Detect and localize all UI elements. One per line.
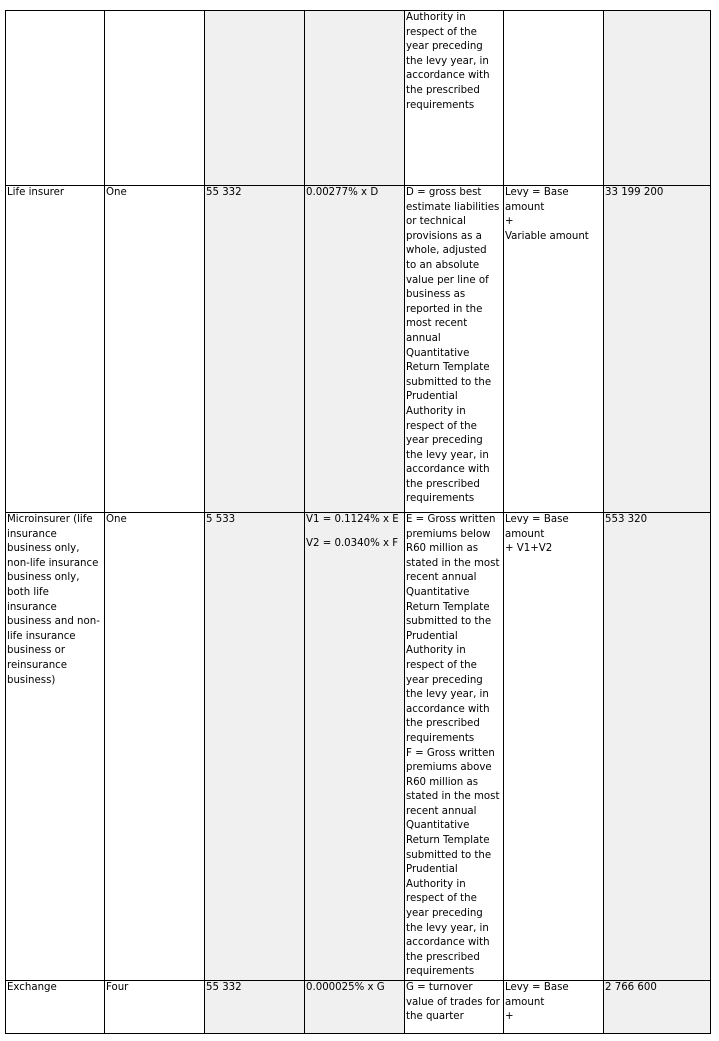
- category-line: Microinsurer (life: [7, 514, 93, 525]
- definition-line: Quantitative: [406, 586, 470, 598]
- definition-line: Authority in: [406, 12, 466, 23]
- definition-line: stated in the most: [406, 557, 500, 569]
- category-cell: [6, 186, 105, 513]
- levy-table: [5, 10, 711, 1034]
- total-amount: 2 766 600: [605, 982, 657, 993]
- definition-line: accordance with: [406, 70, 490, 82]
- variable-formula: 0.000025% x G: [306, 982, 385, 993]
- definition-line: year preceding: [406, 674, 483, 686]
- levy-cell: [504, 186, 604, 513]
- category-label: Exchange: [7, 982, 57, 993]
- category-line: reinsurance: [7, 659, 68, 671]
- definition-line: value of trades for: [406, 996, 500, 1008]
- definition-line: or technical: [406, 216, 466, 228]
- definition-line: recent annual: [406, 572, 477, 584]
- tier-cell: [105, 11, 205, 186]
- definition-cell: [405, 981, 504, 1034]
- category-line: insurance: [7, 528, 57, 540]
- category-label: Life insurer: [7, 187, 65, 198]
- definition-line: Prudential: [406, 630, 458, 642]
- definition-line: submitted to the: [406, 376, 492, 388]
- definition-line: E = Gross written: [406, 514, 496, 525]
- category-line: both life: [7, 586, 49, 598]
- definition-line: respect of the: [406, 893, 477, 905]
- definition-line: respect of the: [406, 659, 477, 671]
- total-cell: [604, 186, 711, 513]
- base-amount-cell: [205, 186, 305, 513]
- definition-line: Authority in: [406, 405, 466, 417]
- definition-line: the prescribed: [406, 718, 480, 730]
- table-row: [6, 11, 711, 186]
- base-amount-cell: [205, 11, 305, 186]
- category-line: business): [7, 674, 56, 686]
- definition-line: Prudential: [406, 391, 458, 403]
- definition-line: year preceding: [406, 435, 483, 447]
- base-amount-cell: [205, 513, 305, 981]
- table-row: [6, 513, 711, 981]
- definition-line: the prescribed: [406, 951, 480, 963]
- category-line: life insurance: [7, 630, 76, 642]
- levy-line: Levy = Base: [505, 187, 569, 198]
- tier-cell: [105, 981, 205, 1034]
- category-line: business only,: [7, 572, 80, 584]
- definition-line: the levy year, in: [406, 689, 489, 701]
- levy-cell: [504, 513, 604, 981]
- definition-line: submitted to the: [406, 849, 492, 861]
- definition-line: F = Gross written: [406, 747, 495, 759]
- definition-line: premiums below: [406, 528, 491, 540]
- definition-line: value per line of: [406, 274, 489, 286]
- total-cell: [604, 11, 711, 186]
- base-amount: 55 332: [206, 187, 242, 198]
- definition-line: business as: [406, 289, 466, 301]
- definition-line: reported in the: [406, 303, 483, 315]
- category-line: business or: [7, 645, 66, 657]
- variable-formula-cell: [305, 186, 405, 513]
- definition-line: the prescribed: [406, 478, 480, 490]
- total-cell: [604, 981, 711, 1034]
- variable-formula-cell: [305, 11, 405, 186]
- definition-line: D = gross best: [406, 187, 482, 198]
- definition-line: Return Template: [406, 601, 490, 613]
- definition-line: accordance with: [406, 937, 490, 949]
- definition-line: year preceding: [406, 41, 483, 53]
- definition-cell: [405, 11, 504, 186]
- definition-cell: [405, 513, 504, 981]
- levy-line: Variable amount: [505, 230, 589, 242]
- levy-line: +: [505, 216, 514, 228]
- levy-line: +: [505, 1011, 514, 1023]
- definition-line: requirements: [406, 966, 475, 978]
- category-line: insurance: [7, 601, 57, 613]
- definition-line: R60 million as: [406, 543, 479, 555]
- levy-cell: [504, 981, 604, 1034]
- definition-line: Authority in: [406, 878, 466, 890]
- definition-line: accordance with: [406, 703, 490, 715]
- tier-cell: [105, 513, 205, 981]
- definition-line: recent annual: [406, 805, 477, 817]
- definition-line: Prudential: [406, 864, 458, 876]
- definition-line: Quantitative: [406, 820, 470, 832]
- definition-line: whole, adjusted: [406, 245, 487, 257]
- total-amount: 33 199 200: [605, 187, 664, 198]
- definition-line: to an absolute: [406, 259, 480, 271]
- definition-line: Authority in: [406, 645, 466, 657]
- definition-line: respect of the: [406, 26, 477, 38]
- definition-line: annual: [406, 332, 441, 344]
- category-line: business only,: [7, 543, 80, 555]
- definition-line: most recent: [406, 318, 468, 330]
- levy-line: amount: [505, 528, 545, 540]
- tier-cell: [105, 186, 205, 513]
- table-row: [6, 981, 711, 1034]
- definition-line: stated in the most: [406, 791, 500, 803]
- variable-formula: 0.00277% x D: [306, 187, 379, 198]
- levy-line: amount: [505, 201, 545, 213]
- definition-line: respect of the: [406, 420, 477, 432]
- category-line: business and non-: [7, 616, 100, 628]
- levy-line: amount: [505, 996, 545, 1008]
- definition-line: R60 million as: [406, 776, 479, 788]
- total-amount: 553 320: [605, 514, 648, 525]
- category-cell: [6, 513, 105, 981]
- definition-line: the levy year, in: [406, 55, 489, 67]
- definition-line: Return Template: [406, 362, 490, 374]
- definition-line: the levy year, in: [406, 449, 489, 461]
- levy-line: + V1+V2: [505, 543, 553, 555]
- definition-cell: [405, 186, 504, 513]
- definition-line: requirements: [406, 732, 475, 744]
- definition-line: the levy year, in: [406, 922, 489, 934]
- base-amount: 55 332: [206, 982, 242, 993]
- variable-formula-cell: [305, 513, 405, 981]
- definition-line: Return Template: [406, 835, 490, 847]
- definition-line: requirements: [406, 493, 475, 505]
- variable-formula: V2 = 0.0340% x F: [306, 537, 399, 549]
- tier-label: Four: [106, 982, 129, 993]
- tier-label: One: [106, 187, 127, 198]
- levy-cell: [504, 11, 604, 186]
- levy-line: Levy = Base: [505, 982, 569, 993]
- definition-line: provisions as a: [406, 230, 482, 242]
- definition-line: Quantitative: [406, 347, 470, 359]
- table-row: [6, 186, 711, 513]
- tier-label: One: [106, 514, 127, 525]
- definition-line: G = turnover: [406, 982, 473, 993]
- definition-line: submitted to the: [406, 616, 492, 628]
- variable-formula: V1 = 0.1124% x E: [306, 514, 399, 525]
- base-amount-cell: [205, 981, 305, 1034]
- definition-line: premiums above: [406, 762, 492, 774]
- variable-formula-cell: [305, 981, 405, 1034]
- definition-line: year preceding: [406, 908, 483, 920]
- definition-line: requirements: [406, 99, 475, 111]
- total-cell: [604, 513, 711, 981]
- definition-line: estimate liabilities: [406, 201, 500, 213]
- definition-line: the prescribed: [406, 84, 480, 96]
- levy-line: Levy = Base: [505, 514, 569, 525]
- category-cell: [6, 981, 105, 1034]
- base-amount: 5 533: [206, 514, 236, 525]
- category-cell: [6, 11, 105, 186]
- category-line: non-life insurance: [7, 557, 99, 569]
- definition-line: accordance with: [406, 464, 490, 476]
- definition-line: the quarter: [406, 1011, 464, 1023]
